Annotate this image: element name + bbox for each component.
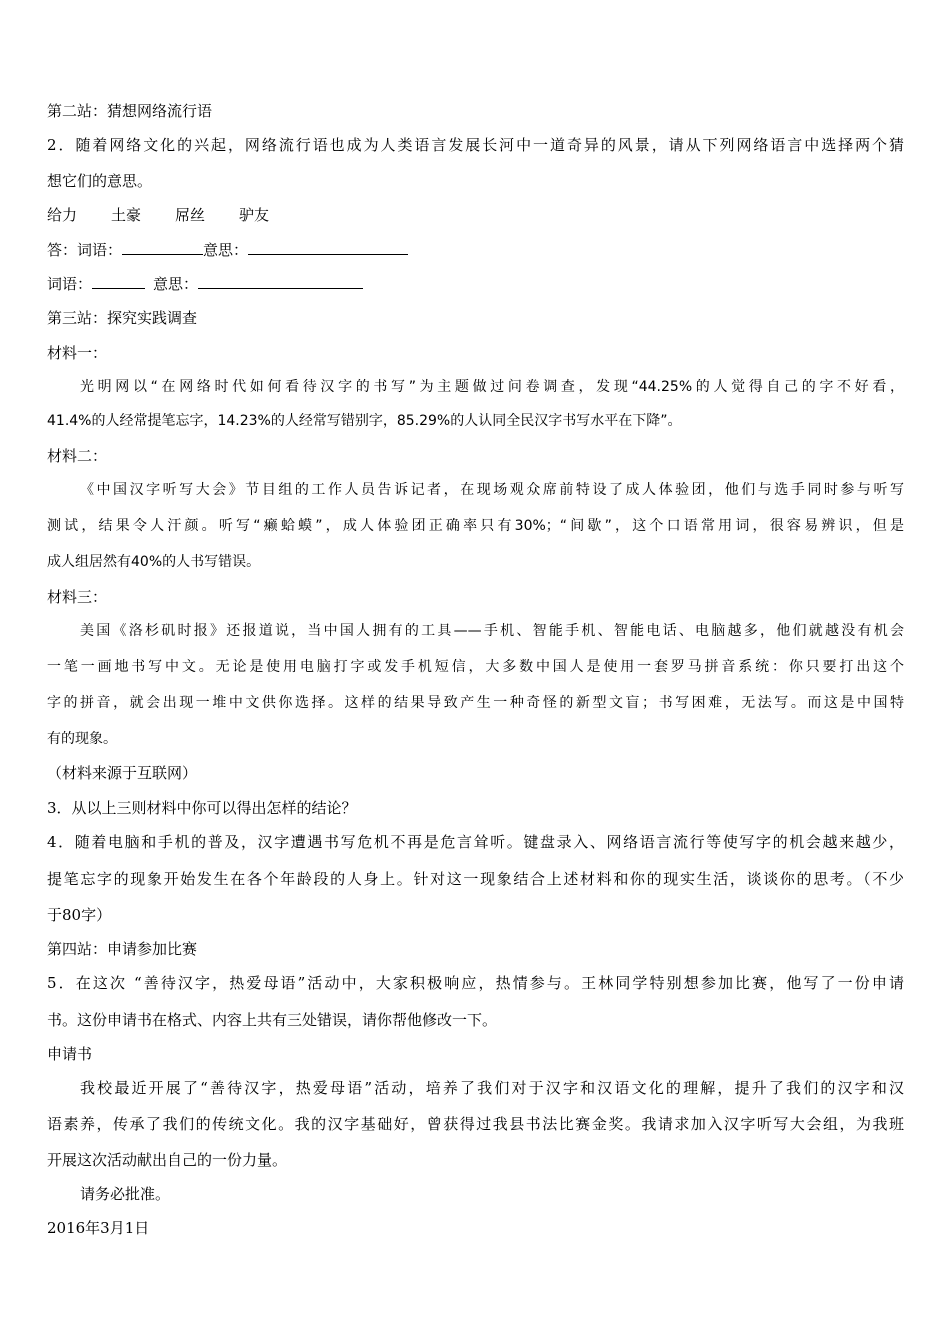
question-4-line3: 于80字） [47, 906, 112, 924]
station2-title: 第二站：猜想网络流行语 [47, 102, 213, 120]
meaning-blank[interactable] [198, 274, 363, 289]
answer-line-2 [47, 274, 904, 294]
answer-label: 词语： [47, 275, 93, 293]
material1-label: 材料一： [47, 344, 108, 362]
word-list [47, 205, 904, 225]
letter-closing: 请务必批准。 [80, 1185, 171, 1203]
station4-title: 第四站：申请参加比赛 [47, 940, 198, 958]
word-item: 驴友 [239, 206, 270, 224]
letter-date: 2016年3月1日 [47, 1219, 150, 1237]
answer-label: 答：词语： [47, 241, 123, 259]
meaning-blank[interactable] [248, 240, 408, 255]
question-4-line1: 4．随着电脑和手机的普及，汉字遭遇书写危机不再是危言耸听。键盘录入、网络语言流行等使写字的机会越来越少， [47, 833, 904, 851]
question-2-line2: 想它们的意思。 [47, 172, 153, 190]
material2-line1: 《中国汉字听写大会》节目组的工作人员告诉记者，在现场观众席前特设了成人体验团，他们与选手同时参与听写 [80, 482, 904, 498]
question-5-line1: 5．在这次 “善待汉字，热爱母语”活动中，大家积极响应，热情参与。王林同学特别想参加比赛，他写了一份申请 [47, 974, 904, 992]
material1-line2: 41.4%的人经常提笔忘字，14.23%的人经常写错别字，85.29%的人认同全民汉字书写水平在下降”。 [47, 413, 682, 429]
material3-line2: 一笔一画地书写中文。无论是使用电脑打字或发手机短信，大多数中国人是使用一套罗马拼音系统：你只要打出这个 [47, 659, 904, 675]
material3-line4: 有的现象。 [47, 731, 117, 747]
question-5-line2: 书。这份申请书在格式、内容上共有三处错误，请你帮他修改一下。 [47, 1011, 498, 1029]
meaning-label: 意思： [153, 275, 199, 293]
material3-line3: 字的拼音，就会出现一堆中文供你选择。这样的结果导致产生一种奇怪的新型文盲；书写困难，无法写。而这是中国特 [47, 695, 904, 711]
material2-label: 材料二： [47, 447, 108, 465]
question-2-line1: 2．随着网络文化的兴起，网络流行语也成为人类语言发展长河中一道奇异的风景，请从下列网络语言中选择两个猜 [47, 136, 904, 154]
word-blank[interactable] [122, 240, 203, 255]
material3-line1: 美国《洛杉矶时报》还报道说，当中国人拥有的工具——手机、智能手机、智能电话、电脑越多，他们就越没有机会 [80, 623, 904, 639]
meaning-label: 意思： [203, 241, 249, 259]
letter-line2: 语素养，传承了我们的传统文化。我的汉字基础好，曾获得过我县书法比赛金奖。我请求加入汉字听写大会组，为我班 [47, 1115, 904, 1133]
word-item: 土豪 [111, 206, 142, 224]
material2-line3: 成人组居然有40%的人书写错误。 [47, 554, 261, 570]
material2-line2: 测试，结果令人汗颜。听写“癞蛤蟆”，成人体验团正确率只有30%；“间歇”，这个口语常用词，很容易辨识，但是 [47, 518, 904, 534]
question-4-line2: 提笔忘字的现象开始发生在各个年龄段的人身上。针对这一现象结合上述材料和你的现实生活，谈谈你的思考。（不少 [47, 870, 904, 888]
letter-line3: 开展这次活动献出自己的一份力量。 [47, 1151, 288, 1169]
answer-line-1 [47, 240, 904, 260]
word-item: 屌丝 [175, 206, 206, 224]
word-blank[interactable] [92, 274, 145, 289]
letter-title: 申请书 [47, 1045, 93, 1063]
letter-line1: 我校最近开展了“善待汉字，热爱母语”活动，培养了我们对于汉字和汉语文化的理解，提升了我们的汉字和汉 [80, 1079, 904, 1097]
material1-line1: 光明网以“在网络时代如何看待汉字的书写”为主题做过问卷调查，发现“44.25%的人觉得自己的字不好看， [80, 379, 904, 395]
material3-label: 材料三： [47, 588, 108, 606]
word-item: 给力 [47, 206, 78, 224]
material-source: （材料来源于互联网） [47, 764, 198, 782]
question-3: 3．从以上三则材料中你可以得出怎样的结论？ [47, 799, 357, 817]
station3-title: 第三站：探究实践调查 [47, 309, 198, 327]
